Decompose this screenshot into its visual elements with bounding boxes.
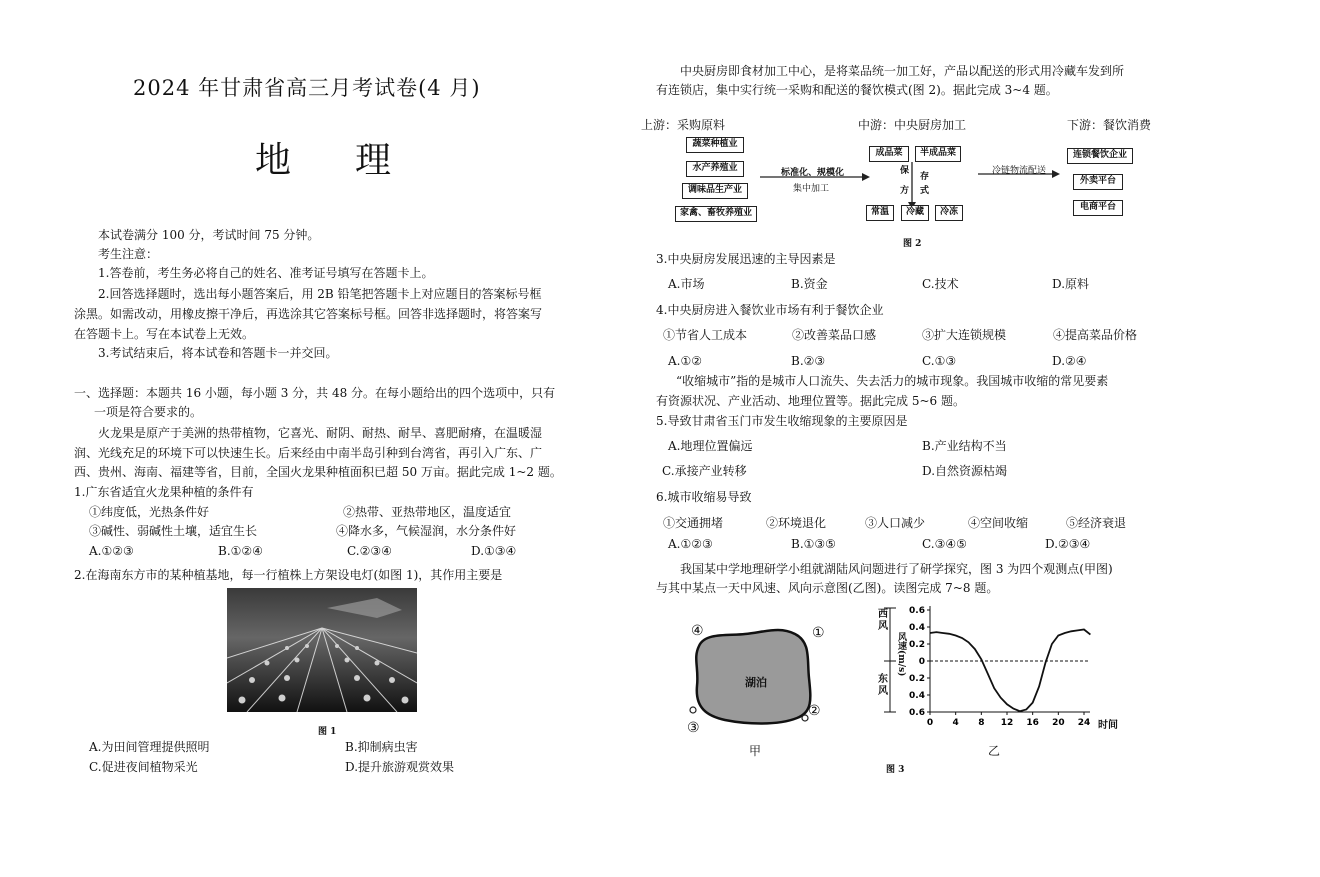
q1-option-a[interactable]: A.①②③: [89, 544, 134, 558]
x-tick-label: 16: [1026, 718, 1039, 728]
passage3-line2: 有资源状况、产业活动、地理位置等。据此完成 5~6 题。: [656, 394, 965, 408]
east-wind-char-2: 风: [878, 686, 888, 697]
fig2-caption: 图 2: [903, 239, 922, 249]
q6-statement-1: ①交通拥堵: [663, 516, 724, 530]
fig3-observation-dots: [688, 704, 828, 724]
intro-notice-title: 考生注意：: [98, 247, 159, 261]
x-tick-label: 12: [1000, 718, 1014, 728]
q3-option-a[interactable]: A.市场: [668, 277, 705, 291]
passage3-line1: “收缩城市”指的是城市人口流失、失去活力的城市现象。我国城市收缩的常见要素: [676, 374, 1109, 388]
fig3-xlabel: 时间: [1098, 720, 1118, 731]
observation-dot: [690, 707, 696, 713]
q1-stem: 1.广东省适宜火龙果种植的条件有: [74, 485, 254, 499]
figure1-caption: 图 1: [318, 727, 337, 737]
q2-option-a[interactable]: A.为田间管理提供照明: [89, 740, 210, 754]
fig2-keep-char-4: 式: [920, 186, 930, 196]
q2-stem: 2.在海南东方市的某种植基地，每一行植株上方架设电灯(如图 1)，其作用主要是: [74, 568, 503, 582]
passage4-line2: 与其中某点一天中风速、风向示意图(乙图)。读图完成 7~8 题。: [656, 581, 999, 595]
west-wind-char-2: 风: [878, 621, 888, 632]
fig2-box-chain: 连锁餐饮企业: [1067, 148, 1133, 164]
fig3-wind-chart: [872, 600, 1122, 735]
east-wind-label: [878, 674, 888, 698]
q1-statement-1: ①纬度低，光热条件好: [89, 505, 210, 519]
q4-statement-4: ④提高菜品价格: [1053, 328, 1138, 342]
q4-statement-3: ③扩大连锁规模: [922, 328, 1007, 342]
figure1-photo: [227, 588, 417, 712]
q6-option-d[interactable]: D.②③④: [1045, 537, 1091, 551]
fig2-box-livestock: 家禽、畜牧养殖业: [675, 206, 757, 222]
q2-option-b[interactable]: B.抑制病虫害: [345, 740, 418, 754]
fig3-yi-label: 乙: [988, 744, 1001, 758]
q2-option-c[interactable]: C.促进夜间植物采光: [89, 760, 198, 774]
q4-statement-2: ②改善菜品口感: [792, 328, 877, 342]
q4-option-c[interactable]: C.①③: [922, 354, 957, 368]
q3-option-b[interactable]: B.资金: [791, 277, 828, 291]
q5-option-c[interactable]: C.承接产业转移: [662, 464, 747, 478]
q1-option-c[interactable]: C.②③④: [347, 544, 392, 558]
y-tick-label: 0.2: [909, 674, 925, 684]
q6-option-b[interactable]: B.①③⑤: [791, 537, 836, 551]
fig3-lake-label: 湖泊: [745, 676, 767, 689]
fig2-midstream-label: 中游：中央厨房加工: [858, 118, 967, 132]
intro-note-2a: 2.回答选择题时，选出每小题答案后，用 2B 铅笔把答题卡上对应题目的答案标号框: [98, 287, 542, 301]
passage1-line2: 润、光线充足的环境下可以快速生长。后来经由中南半岛引种到台湾省，再引入广东、广: [74, 446, 543, 460]
passage1-line1: 火龙果是原产于美洲的热带植物，它喜光、耐阴、耐热、耐旱、喜肥耐瘠，在温暖湿: [98, 426, 543, 440]
section-heading: 一、选择题：本题共 16 小题，每小题 3 分，共 48 分。在每小题给出的四个选项中，只有: [74, 386, 556, 400]
fig2-arrow1-bottom: 集中加工: [793, 184, 830, 194]
fig2-box-finished: 成品菜: [869, 146, 909, 162]
observation-dot: [802, 715, 808, 721]
q6-stem: 6.城市收缩易导致: [656, 490, 752, 504]
fig2-box-refrigerated: 冷藏: [901, 205, 929, 221]
y-tick-label: 0.2: [909, 640, 925, 650]
fig3-point-4: ④: [691, 623, 704, 639]
x-tick-label: 0: [926, 718, 934, 728]
q5-option-a[interactable]: A.地理位置偏远: [668, 439, 753, 453]
fig2-box-aquaculture: 水产养殖业: [686, 161, 744, 177]
fig3-caption: 图 3: [886, 765, 905, 775]
subject-title: [255, 132, 393, 183]
q5-option-b[interactable]: B.产业结构不当: [922, 439, 1007, 453]
q1-statement-2: ②热带、亚热带地区，温度适宜: [343, 505, 512, 519]
exam-title: 2024 年甘肃省高三月考试卷(4 月): [133, 76, 481, 100]
q5-stem: 5.导致甘肃省玉门市发生收缩现象的主要原因是: [656, 414, 908, 428]
x-tick-label: 20: [1052, 718, 1065, 728]
y-tick-label: 0.4: [909, 623, 925, 633]
subject-char-1: 地: [255, 140, 294, 181]
y-tick-label: 0: [918, 657, 925, 667]
intro-note-2c: 在答题卡上。写在本试卷上无效。: [74, 327, 255, 341]
fig2-box-ecommerce: 电商平台: [1073, 200, 1123, 216]
y-tick-label: 0.4: [909, 691, 925, 701]
fig2-downstream-label: 下游：餐饮消费: [1067, 118, 1152, 132]
wind-speed-line: [930, 630, 1090, 712]
q3-stem: 3.中央厨房发展迅速的主导因素是: [656, 252, 836, 266]
fig3-point-2: ②: [808, 703, 821, 719]
q6-option-a[interactable]: A.①②③: [668, 537, 713, 551]
fig3-point-3: ③: [687, 720, 700, 736]
passage1-line3: 西、贵州、海南、福建等省，目前，全国火龙果种植面积已超 50 万亩。据此完成 1~2 题。: [74, 465, 562, 479]
q4-option-d[interactable]: D.②④: [1052, 354, 1087, 368]
fig3-ylabel: 风速(m/s): [896, 632, 906, 677]
q1-option-b[interactable]: B.①②④: [218, 544, 263, 558]
x-tick-label: 24: [1077, 718, 1091, 728]
fig2-keep-char-2: 存: [920, 172, 930, 182]
fig2-upstream-label: 上游：采购原料: [641, 118, 726, 132]
q4-stem: 4.中央厨房进入餐饮业市场有利于餐饮企业: [656, 303, 884, 317]
section-heading-2: 一项是符合要求的。: [94, 405, 203, 419]
q4-option-b[interactable]: B.②③: [791, 354, 826, 368]
fig2-box-takeout: 外卖平台: [1073, 174, 1123, 190]
passage4-line1: 我国某中学地理研学小组就湖陆风问题进行了研学探究，图 3 为四个观测点(甲图): [680, 562, 1113, 576]
fig2-arrow1-top: 标准化、规模化: [781, 168, 845, 178]
y-tick-label: 0.6: [909, 606, 925, 616]
fig2-box-vegetable: 蔬菜种植业: [686, 137, 744, 153]
q2-option-d[interactable]: D.提升旅游观赏效果: [345, 760, 455, 774]
x-tick-label: 8: [978, 718, 985, 728]
fig3-point-1: ①: [812, 625, 825, 641]
west-wind-char-1: 西: [878, 609, 888, 620]
q6-option-c[interactable]: C.③④⑤: [922, 537, 967, 551]
fig2-arrow2-label: 冷链物流配送: [992, 166, 1047, 176]
q3-option-c[interactable]: C.技术: [922, 277, 959, 291]
east-wind-char-1: 东: [878, 674, 888, 685]
intro-score: 本试卷满分 100 分，考试时间 75 分钟。: [98, 228, 320, 242]
q6-statement-4: ④空间收缩: [968, 516, 1029, 530]
q1-option-d[interactable]: D.①③④: [471, 544, 517, 558]
q3-option-d[interactable]: D.原料: [1052, 277, 1090, 291]
fig3-jia-label: 甲: [749, 744, 762, 758]
q1-statement-4: ④降水多，气候湿润，水分条件好: [336, 524, 517, 538]
q4-statement-1: ①节省人工成本: [663, 328, 748, 342]
intro-note-2b: 涂黑。如需改动，用橡皮擦干净后，再选涂其它答案标号框。回答非选择题时，将答案写: [74, 307, 543, 321]
night-field-image: [227, 588, 417, 712]
q5-option-d[interactable]: D.自然资源枯竭: [922, 464, 1008, 478]
y-tick-label: 0.6: [909, 708, 925, 718]
q6-statement-2: ②环境退化: [766, 516, 827, 530]
intro-note-1: 1.答卷前，考生务必将自己的姓名、准考证号填写在答题卡上。: [98, 266, 434, 280]
q1-statement-3: ③碱性、弱碱性土壤，适宜生长: [89, 524, 258, 538]
fig2-keep-char-3: 方: [900, 186, 910, 196]
intro-note-3: 3.考试结束后，将本试卷和答题卡一并交回。: [98, 346, 338, 360]
passage2-line1: 中央厨房即食材加工中心，是将菜品统一加工好，产品以配送的形式用冷藏车发到所: [680, 64, 1125, 78]
q6-statement-3: ③人口减少: [865, 516, 926, 530]
q4-option-a[interactable]: A.①②: [668, 354, 702, 368]
fig2-keep-char-1: 保: [900, 166, 910, 176]
passage2-line2: 有连锁店，集中实行统一采购和配送的餐饮模式(图 2)。据此完成 3~4 题。: [656, 83, 1058, 97]
subject-char-2: 理: [355, 140, 394, 181]
fig2-box-room-temp: 常温: [866, 205, 894, 221]
fig2-box-seasoning: 调味品生产业: [682, 183, 748, 199]
x-tick-label: 4: [952, 718, 959, 728]
fig2-box-frozen: 冷冻: [935, 205, 963, 221]
fig2-box-semifinished: 半成品菜: [915, 146, 961, 162]
q6-statement-5: ⑤经济衰退: [1066, 516, 1127, 530]
west-wind-label: [878, 609, 888, 633]
